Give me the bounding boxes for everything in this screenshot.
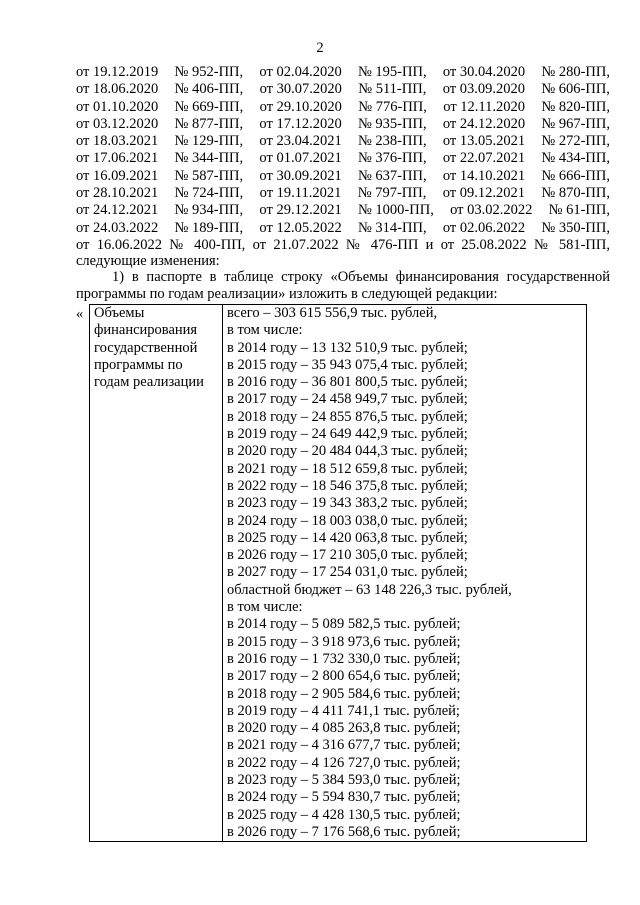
value-line: в 2023 году – 19 343 383,2 тыс. рублей; <box>227 495 468 512</box>
value-line: в 2020 году – 4 085 263,8 тыс. рублей; <box>227 720 461 737</box>
decree-number: № 406-ПП, <box>174 81 244 98</box>
decree-number: № 935-ПП, <box>357 115 427 132</box>
decree-date: от 13.05.2021 <box>442 133 526 150</box>
decree-date: от 14.10.2021 <box>442 167 526 184</box>
decree-date: от 02.04.2020 <box>259 64 342 80</box>
decree-date: от 01.10.2020 <box>76 98 159 115</box>
opening-quote-mark: « <box>76 306 84 322</box>
value-line: в 2017 году – 24 458 949,7 тыс. рублей; <box>227 391 468 408</box>
decree-date: от 29.12.2021 <box>259 202 342 219</box>
value-line: в 2025 году – 4 428 130,5 тыс. рублей; <box>227 806 461 823</box>
value-line: в том числе: <box>227 322 303 339</box>
decree-date: от 16.09.2021 <box>76 167 159 184</box>
decree-date: от 24.12.2020 <box>442 115 526 132</box>
decree-date: от 28.10.2021 <box>76 185 159 202</box>
decree-date: от 03.12.2020 <box>76 115 159 132</box>
decree-number: № 314-ПП, <box>357 219 427 236</box>
decree-row <box>76 150 610 167</box>
decree-list <box>76 64 610 254</box>
decree-number: № 870-ПП, <box>541 185 610 202</box>
value-line: в 2017 году – 2 800 654,6 тыс. рублей; <box>227 668 461 685</box>
value-line: в 2023 году – 5 384 593,0 тыс. рублей; <box>227 772 461 789</box>
decree-date: от 30.04.2020 <box>442 64 526 80</box>
value-line: в 2024 году – 18 003 038,0 тыс. рублей; <box>227 512 468 529</box>
decree-date: от 02.06.2022 <box>442 219 526 236</box>
label-line: программы по <box>94 356 183 373</box>
decree-row <box>76 202 610 219</box>
label-line: финансирования <box>94 322 198 339</box>
changes-intro: следующие изменения: <box>76 253 220 269</box>
amendment-item-1 <box>76 269 610 304</box>
decree-number: № 587-ПП, <box>174 167 244 184</box>
value-line: в 2021 году – 4 316 677,7 тыс. рублей; <box>227 737 461 754</box>
value-line: в 2020 году – 20 484 044,3 тыс. рублей; <box>227 443 468 460</box>
value-line: в 2018 году – 2 905 584,6 тыс. рублей; <box>227 685 461 702</box>
decree-number: № 967-ПП, <box>541 115 610 132</box>
decree-number: № 724-ПП, <box>174 185 244 202</box>
amendment-text-line: программы по годам реализации» изложить в следующей редакции: <box>76 286 498 303</box>
decree-date: от 09.12.2021 <box>442 185 526 202</box>
label-line: годам реализации <box>94 374 204 391</box>
decree-number: № 797-ПП, <box>357 185 427 202</box>
decree-number: № 934-ПП, <box>174 202 244 219</box>
decree-date: от 17.12.2020 <box>259 115 342 132</box>
decree-number: № 820-ПП, <box>541 98 610 115</box>
decree-number: № 280-ПП, <box>541 64 610 80</box>
funding-table <box>89 304 587 842</box>
decree-date: от 12.11.2020 <box>443 98 526 115</box>
decree-row <box>76 64 610 81</box>
decree-number: № 344-ПП, <box>174 150 244 167</box>
page-number: 2 <box>316 40 324 56</box>
value-line: в 2016 году – 1 732 330,0 тыс. рублей; <box>227 650 461 667</box>
decree-number: № 129-ПП, <box>174 133 244 150</box>
value-line: в 2024 году – 5 594 830,7 тыс. рублей; <box>227 789 461 806</box>
value-line: в 2015 году – 35 943 075,4 тыс. рублей; <box>227 356 468 373</box>
decree-row <box>76 168 610 185</box>
decree-date: от 18.03.2021 <box>76 133 159 150</box>
decree-date: от 22.07.2021 <box>442 150 526 167</box>
decree-row <box>76 133 610 150</box>
value-line: в 2027 году – 17 254 031,0 тыс. рублей; <box>227 564 468 581</box>
decree-number: № 238-ПП, <box>357 133 427 150</box>
value-line: в 2019 году – 4 411 741,1 тыс. рублей; <box>227 702 460 719</box>
value-line: в 2025 году – 14 420 063,8 тыс. рублей; <box>227 529 468 546</box>
decree-date: от 30.09.2021 <box>259 167 342 184</box>
value-line: областной бюджет – 63 148 226,3 тыс. рублей, <box>227 581 512 598</box>
decree-number: № 189-ПП, <box>174 219 244 236</box>
decree-date: от 19.12.2019 <box>76 64 159 80</box>
decree-date: от 17.06.2021 <box>76 150 159 167</box>
decree-date: от 18.06.2020 <box>76 81 159 98</box>
decree-date: от 24.03.2022 <box>76 219 159 236</box>
decree-number: № 877-ПП, <box>174 115 244 132</box>
value-line: в 2015 году – 3 918 973,6 тыс. рублей; <box>227 633 461 650</box>
decree-number: № 511-ПП, <box>358 81 427 98</box>
decree-row <box>76 220 610 237</box>
decree-number: № 669-ПП, <box>174 98 244 115</box>
value-line: всего – 303 615 556,9 тыс. рублей, <box>227 305 438 321</box>
value-line: в том числе: <box>227 599 303 616</box>
value-line: в 2018 году – 24 855 876,5 тыс. рублей; <box>227 408 468 425</box>
decree-row <box>76 185 610 202</box>
decree-date: от 30.07.2020 <box>259 81 342 98</box>
funding-row <box>90 305 587 842</box>
decree-number: № 376-ПП, <box>357 150 427 167</box>
value-line: в 2022 году – 18 546 375,8 тыс. рублей; <box>227 477 468 494</box>
decree-row <box>76 116 610 133</box>
amendment-text-line: 1) в паспорте в таблице строку «Объемы финансирования государственной <box>112 269 610 285</box>
label-line: государственной <box>94 339 198 356</box>
funding-values-cell <box>223 305 587 842</box>
decree-date: от 23.04.2021 <box>259 133 342 150</box>
decree-row <box>76 99 610 116</box>
value-line: в 2026 году – 17 210 305,0 тыс. рублей; <box>227 547 468 564</box>
value-line: в 2019 году – 24 649 442,9 тыс. рублей; <box>227 426 468 443</box>
value-line: в 2016 году – 36 801 800,5 тыс. рублей; <box>227 374 468 391</box>
decree-date: от 03.02.2022 <box>450 202 533 219</box>
decree-number: № 434-ПП, <box>541 150 610 167</box>
decree-number: № 61-ПП, <box>548 202 610 219</box>
decree-date: от 01.07.2021 <box>259 150 342 167</box>
decree-last-line: от 16.06.2022 № 400-ПП, от 21.07.2022 № 476-ПП и от 25.08.2022 № 581-ПП, <box>76 236 610 253</box>
decree-row <box>76 81 610 98</box>
value-line: в 2014 году – 13 132 510,9 тыс. рублей; <box>227 339 468 356</box>
decree-number: № 666-ПП, <box>541 167 610 184</box>
decree-number: № 606-ПП, <box>541 81 610 98</box>
decree-number: № 952-ПП, <box>174 64 244 80</box>
label-line: Объемы <box>94 305 145 321</box>
decree-number: № 272-ПП, <box>541 133 610 150</box>
decree-number: № 350-ПП, <box>541 219 610 236</box>
decree-number: № 195-ПП, <box>357 64 427 80</box>
decree-date: от 24.12.2021 <box>76 202 159 219</box>
decree-date: от 19.11.2021 <box>259 185 342 202</box>
decree-number: № 637-ПП, <box>357 167 427 184</box>
decree-number: № 776-ПП, <box>358 98 427 115</box>
decree-date: от 12.05.2022 <box>259 219 342 236</box>
value-line: в 2026 году – 7 176 568,6 тыс. рублей; <box>227 823 461 840</box>
value-line: в 2014 году – 5 089 582,5 тыс. рублей; <box>227 616 461 633</box>
value-line: в 2021 году – 18 512 659,8 тыс. рублей; <box>227 460 468 477</box>
value-line: в 2022 году – 4 126 727,0 тыс. рублей; <box>227 754 461 771</box>
decree-number: № 1000-ПП, <box>357 202 434 219</box>
decree-date: от 29.10.2020 <box>259 98 342 115</box>
funding-label-cell <box>90 305 223 842</box>
decree-date: от 03.09.2020 <box>442 81 525 98</box>
